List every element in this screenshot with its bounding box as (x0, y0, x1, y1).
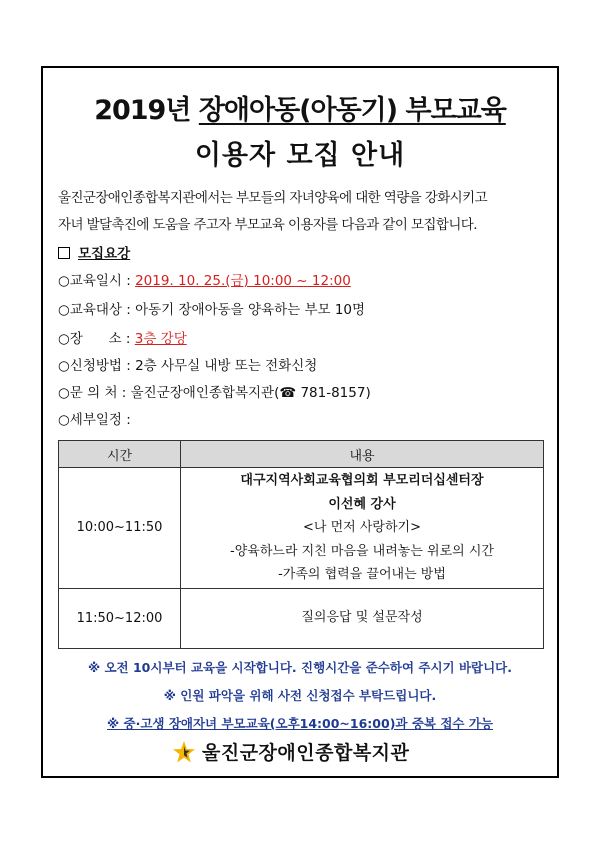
title-program: 장애아동(아동기) 부모교육 (198, 95, 506, 126)
detail-value: 3층 강당 (134, 331, 187, 347)
star-logo-icon (172, 740, 196, 764)
detail-label: ○교육대상 : (58, 302, 136, 318)
content-cell (181, 468, 544, 589)
detail-label: ○신청방법 : (58, 358, 136, 374)
detail-row-contact (58, 381, 371, 401)
note-start-time: ※ 오전 10시부터 교육을 시작합니다. 진행시간을 준수하여 주시기 바랍니다. (87, 660, 513, 675)
lecture-topic-2: -가족의 협력을 끌어내는 방법 (278, 567, 446, 582)
lecture-host: 대구지역사회교육협의회 부모리더십센터장 (240, 473, 484, 488)
detail-row-apply (58, 354, 317, 374)
time-cell: 11:50~12:00 (59, 588, 181, 648)
table-header-row (59, 441, 544, 468)
title-line-2: 이용자 모집 안내 (194, 140, 406, 171)
detail-label: ○문 의 처 : (58, 385, 131, 401)
detail-label: ○교육일시 : (58, 273, 136, 289)
lecture-title: <나 먼저 사랑하기> (303, 520, 421, 535)
time-cell: 10:00~11:50 (59, 468, 181, 589)
detail-row-date (58, 269, 351, 289)
table-row (59, 468, 544, 589)
org-logo (172, 738, 409, 765)
note-duplicate: ※ 중·고생 장애자녀 부모교육(오후14:00~16:00)과 중복 접수 가능 (107, 716, 493, 731)
detail-value: 2019. 10. 25.(금) 10:00 ~ 12:00 (135, 273, 351, 289)
table-row (59, 588, 544, 648)
note-preregister: ※ 인원 파악을 위해 사전 신청접수 부탁드립니다. (163, 688, 437, 703)
detail-value: 2층 사무실 내방 또는 전화신청 (135, 358, 318, 374)
detail-label: ○세부일정 : (58, 412, 131, 428)
intro-line-1: 울진군장애인종합복지관에서는 부모들의 자녀양육에 대한 역량을 강화시키고 (58, 190, 488, 206)
detail-row-place (58, 327, 187, 347)
section-heading (58, 242, 130, 262)
content-cell (181, 588, 544, 648)
detail-value: 아동기 장애아동을 양육하는 부모 10명 (135, 302, 366, 318)
qa-item: 질의응답 및 설문작성 (301, 610, 423, 626)
header-content: 내용 (181, 441, 544, 468)
detail-row-target (58, 298, 365, 318)
intro-line-2: 자녀 발달촉진에 도움을 주고자 부모교육 이용자를 다음과 같이 모집합니다. (58, 217, 477, 233)
detail-value: 울진군장애인종합복지관(☎ 781-8157) (130, 385, 371, 401)
detail-row-schedule (58, 408, 131, 428)
checkbox-square-icon (58, 247, 70, 259)
title-line-1 (0, 88, 600, 127)
title-year: 2019년 (94, 95, 199, 126)
lecture-topic-1: -양육하느라 지친 마음을 내려놓는 위로의 시간 (230, 543, 494, 559)
schedule-table (58, 440, 544, 649)
header-time: 시간 (59, 441, 181, 468)
detail-label: ○장 소 : (58, 331, 135, 347)
org-name: 울진군장애인종합복지관 (202, 742, 410, 764)
section-title: 모집요강 (78, 246, 131, 262)
lecturer-name: 이선혜 강사 (328, 496, 396, 512)
